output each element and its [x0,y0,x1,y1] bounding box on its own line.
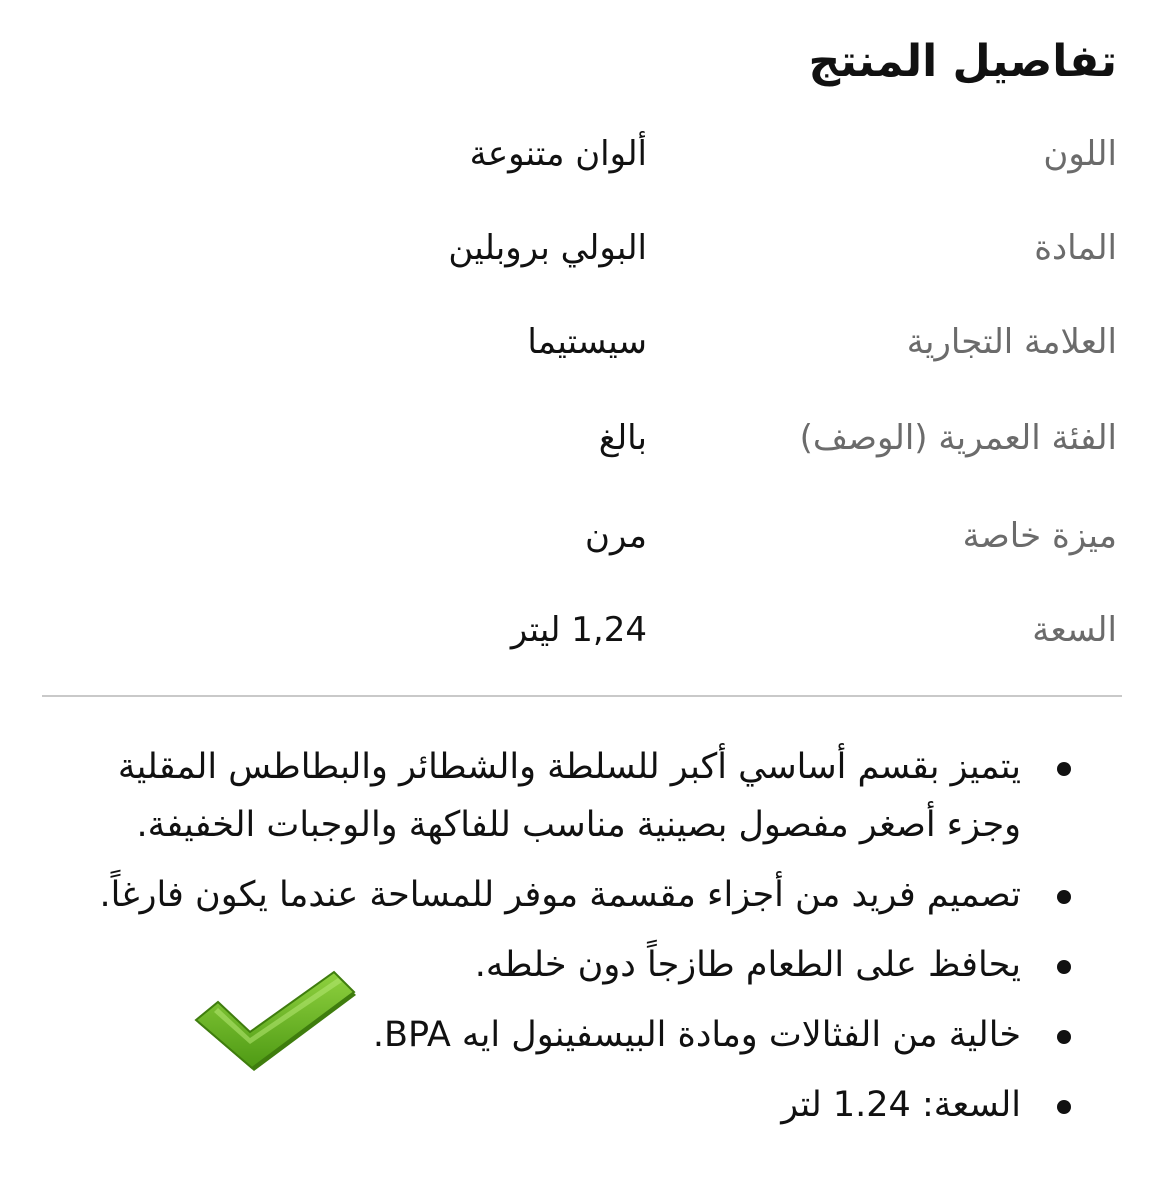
spec-value: 1,24 ليتر [510,610,647,650]
list-item [41,738,1071,854]
feature-text: يحافظ على الطعام طازجاً دون خلطه. [474,945,1021,985]
spec-label: اللون [1043,134,1117,174]
spec-label: المادة [1034,228,1117,268]
bullet-icon [1057,762,1071,776]
feature-text: يتميز بقسم أساسي أكبر للسلطة والشطائر والبطاطس المقلية وجزء أصغر مفصول بصينية مناسب للفاكهة والوجبات الخفيفة. [117,747,1021,845]
spec-row-special-feature [37,506,1117,566]
spec-value: مرن [585,516,647,556]
spec-row-age-range [37,408,1117,468]
spec-label: السعة [1032,610,1117,650]
spec-value: بالغ [598,418,647,458]
feature-text: تصميم فريد من أجزاء مقسمة موفر للمساحة عندما يكون فارغاً. [99,875,1021,915]
spec-value: البولي بروبلين [448,228,647,268]
bullet-icon [1057,890,1071,904]
spec-label: العلامة التجارية [906,322,1117,362]
spec-value: ألوان متنوعة [469,134,647,174]
bullet-icon [1057,960,1071,974]
spec-row-color [37,124,1117,184]
feature-text: السعة: 1.24 لتر [781,1085,1021,1125]
list-item [41,1076,1071,1134]
spec-label: الفئة العمرية (الوصف) [799,418,1117,458]
section-title: تفاصيل المنتج [808,36,1117,87]
spec-row-brand [37,312,1117,372]
list-item [41,866,1071,924]
bullet-icon [1057,1030,1071,1044]
divider [42,695,1122,697]
spec-label: ميزة خاصة [962,516,1117,556]
spec-row-capacity [37,600,1117,660]
bullet-icon [1057,1100,1071,1114]
green-checkmark-icon [190,968,360,1073]
spec-value: سيستيما [527,322,647,362]
feature-text: خالية من الفثالات ومادة البيسفينول ايه BPA. [372,1015,1021,1055]
spec-row-material [37,218,1117,278]
feature-list [41,738,1071,1146]
